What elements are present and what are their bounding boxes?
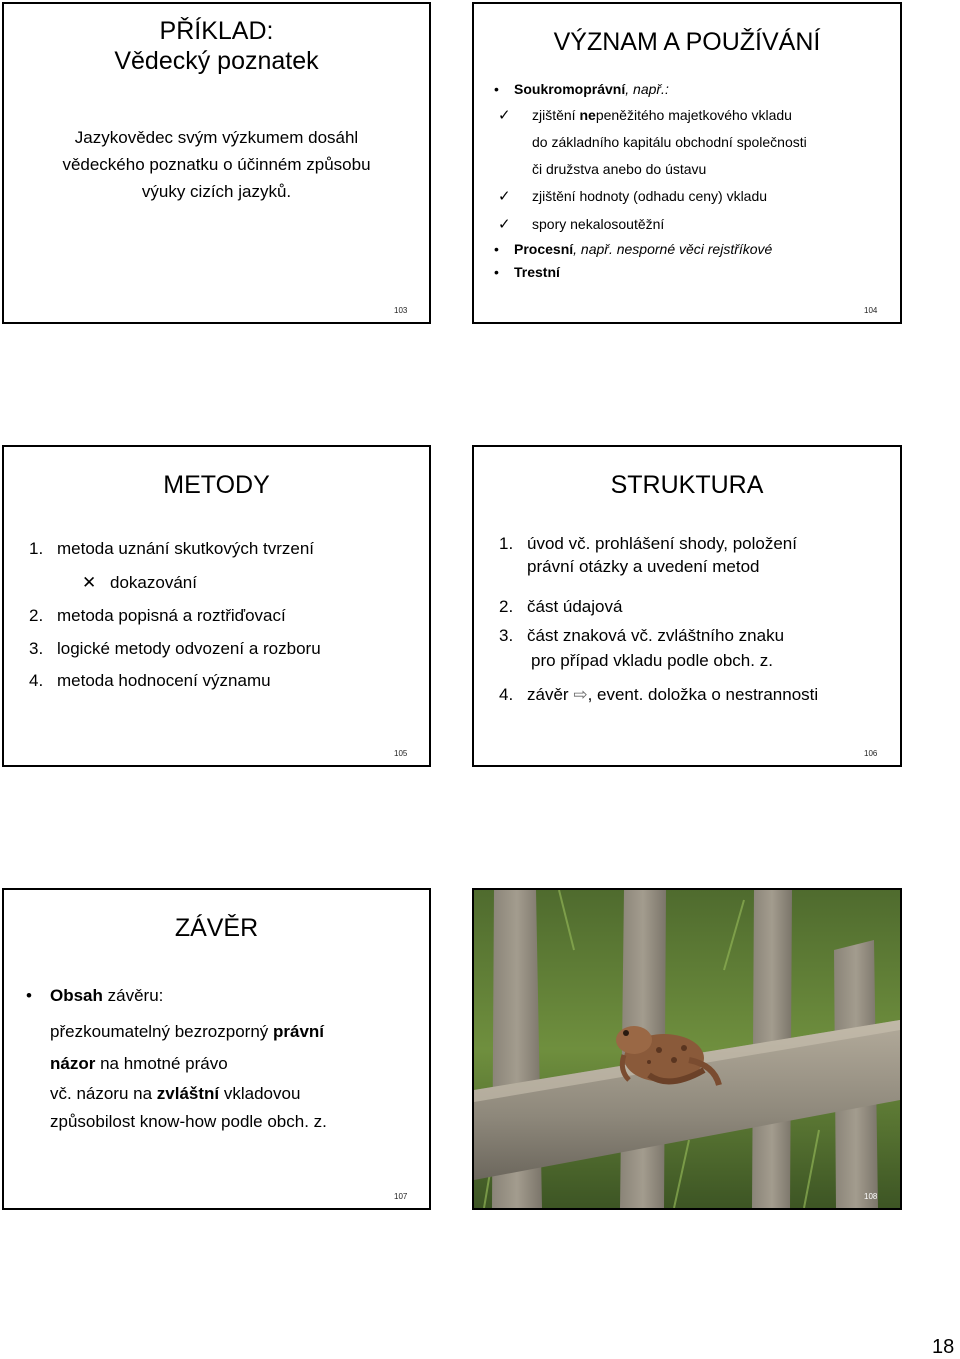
list-number: 3.	[29, 639, 44, 658]
list-item: závěr ⇨, event. doložka o nestrannosti	[527, 685, 819, 704]
list-item: spory nekalosoutěžní	[532, 216, 665, 232]
check-icon: ✓	[498, 216, 511, 233]
list-number: 2.	[499, 597, 514, 616]
list-item: zjištění nepeněžitého majetkového vkladu	[532, 107, 792, 123]
slide-104	[472, 2, 902, 324]
slide-title: PŘÍKLAD: Vědecký poznatek	[114, 17, 319, 75]
list-item-continuation: či družstva anebo do ústavu	[532, 161, 707, 177]
cross-icon: ✕	[82, 573, 97, 592]
slide-title: VÝZNAM A POUŽÍVÁNÍ	[553, 28, 821, 56]
list-item-continuation: do základního kapitálu obchodní společnosti	[532, 134, 807, 150]
slide-body: Jazykovědec svým výzkumem dosáhl vědeckého poznatku o účinném způsobu výuky cizích jazyků.	[62, 128, 371, 201]
check-icon: ✓	[498, 188, 511, 205]
slide-title: ZÁVĚR	[174, 914, 259, 942]
text-line: způsobilost know-how podle obch. z.	[50, 1112, 327, 1131]
bullet-icon: •	[26, 986, 32, 1005]
list-item: metoda uznání skutkových tvrzení	[57, 539, 315, 558]
bullet-icon: •	[494, 241, 499, 257]
list-number: 4.	[499, 685, 514, 704]
list-item-continuation: právní otázky a uvedení metod	[527, 557, 760, 576]
list-number: 1.	[499, 534, 514, 553]
slide-number: 104	[864, 306, 878, 315]
bullet-icon: •	[494, 264, 499, 280]
slide-108	[472, 888, 902, 1210]
list-item-sub: dokazování	[110, 573, 197, 592]
list-item: Obsah závěru:	[50, 986, 164, 1005]
list-item: Trestní	[514, 264, 560, 280]
page-number: 18	[932, 1336, 955, 1358]
text-line: vč. názoru na zvláštní vkladovou	[50, 1084, 301, 1103]
frog-on-fence-photo	[474, 890, 900, 1208]
slide-title: STRUKTURA	[610, 471, 764, 499]
list-number: 1.	[29, 539, 44, 558]
list-number: 2.	[29, 606, 44, 625]
list-item: úvod vč. prohlášení shody, položení	[527, 534, 797, 553]
slide-number: 107	[394, 1192, 408, 1201]
list-item: část znaková vč. zvláštního znaku	[527, 626, 785, 645]
list-item: Procesní, např. nesporné věci rejstříkové	[514, 241, 773, 257]
text-line: názor na hmotné právo	[50, 1054, 228, 1073]
list-number: 3.	[499, 626, 514, 645]
list-item: logické metody odvození a rozboru	[57, 639, 321, 658]
check-icon: ✓	[498, 107, 511, 124]
slide-number: 106	[864, 749, 878, 758]
list-item: zjištění hodnoty (odhadu ceny) vkladu	[532, 188, 768, 204]
slide-106	[472, 445, 902, 767]
text-line: přezkoumatelný bezrozporný právní	[50, 1022, 325, 1041]
list-item: část údajová	[527, 597, 623, 616]
list-item: Soukromoprávní, např.:	[514, 81, 669, 97]
arrow-right-icon: ⇨	[573, 685, 588, 704]
slide-107	[2, 888, 431, 1210]
list-item: metoda hodnocení významu	[57, 671, 271, 690]
slide-title: METODY	[163, 471, 270, 499]
bullet-icon: •	[494, 81, 499, 97]
slide-number: 105	[394, 749, 408, 758]
list-item-continuation: pro případ vkladu podle obch. z.	[531, 651, 773, 670]
list-number: 4.	[29, 671, 44, 690]
slide-number: 108	[864, 1192, 878, 1201]
slide-103	[2, 2, 431, 324]
list-item: metoda popisná a roztřiďovací	[57, 606, 286, 625]
slide-number: 103	[394, 306, 408, 315]
slide-105	[2, 445, 431, 767]
